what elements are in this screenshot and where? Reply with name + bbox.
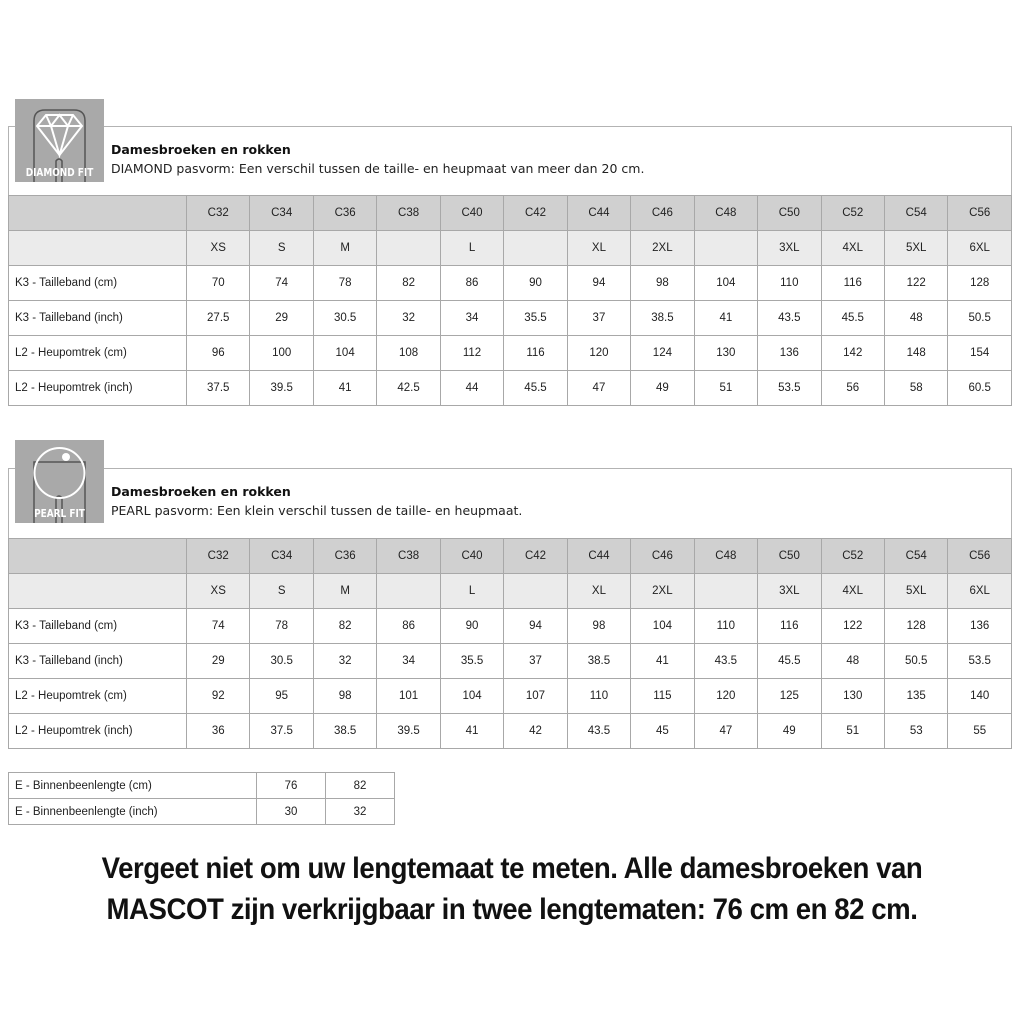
table-cell: 49 xyxy=(631,371,694,406)
inseam-table xyxy=(8,772,395,825)
table-cell: 41 xyxy=(694,301,757,336)
table-cell: 98 xyxy=(567,609,630,644)
column-header: C36 xyxy=(313,196,376,231)
table-cell: 47 xyxy=(694,714,757,749)
column-header: C42 xyxy=(504,539,567,574)
letter-size: XS xyxy=(187,231,250,266)
size-code-header-row xyxy=(9,196,1012,231)
table-cell: 45.5 xyxy=(821,301,884,336)
table-cell: 53 xyxy=(884,714,947,749)
letter-size: M xyxy=(313,574,376,609)
table-row xyxy=(9,679,1012,714)
column-header: C52 xyxy=(821,196,884,231)
table-cell: 110 xyxy=(758,266,821,301)
table-row xyxy=(9,714,1012,749)
row-label: E - Binnenbeenlengte (inch) xyxy=(9,799,257,825)
column-header: C38 xyxy=(377,196,440,231)
table-cell: 29 xyxy=(250,301,313,336)
column-header: C40 xyxy=(440,539,503,574)
table-cell: 94 xyxy=(567,266,630,301)
table-cell: 45.5 xyxy=(758,644,821,679)
table-cell: 90 xyxy=(504,266,567,301)
table-cell: 51 xyxy=(694,371,757,406)
table-cell: 136 xyxy=(758,336,821,371)
letter-size: 2XL xyxy=(631,231,694,266)
table-cell: 107 xyxy=(504,679,567,714)
table-cell: 154 xyxy=(948,336,1012,371)
column-header: C32 xyxy=(187,196,250,231)
table-cell: 49 xyxy=(758,714,821,749)
table-cell: 32 xyxy=(377,301,440,336)
table-cell: 37.5 xyxy=(250,714,313,749)
letter-size xyxy=(377,231,440,266)
letter-size: 4XL xyxy=(821,231,884,266)
table-cell: 32 xyxy=(313,644,376,679)
letter-size: L xyxy=(440,231,503,266)
table-cell: 35.5 xyxy=(504,301,567,336)
table-cell: 27.5 xyxy=(187,301,250,336)
table-cell: 42 xyxy=(504,714,567,749)
table-cell: 90 xyxy=(440,609,503,644)
table-cell: 104 xyxy=(694,266,757,301)
table-cell: 78 xyxy=(250,609,313,644)
table-cell: 86 xyxy=(377,609,440,644)
header-label-cell xyxy=(9,539,187,574)
column-header: C36 xyxy=(313,539,376,574)
table-cell: 130 xyxy=(694,336,757,371)
table-cell: 74 xyxy=(250,266,313,301)
table-row xyxy=(9,336,1012,371)
table-cell: 29 xyxy=(187,644,250,679)
table-cell: 43.5 xyxy=(567,714,630,749)
letter-size: M xyxy=(313,231,376,266)
table-cell: 116 xyxy=(821,266,884,301)
table-cell: 39.5 xyxy=(377,714,440,749)
row-label: K3 - Tailleband (cm) xyxy=(9,266,187,301)
table-cell: 44 xyxy=(440,371,503,406)
row-label: K3 - Tailleband (cm) xyxy=(9,609,187,644)
table-row xyxy=(9,644,1012,679)
column-header: C52 xyxy=(821,539,884,574)
table-row xyxy=(9,773,395,799)
table-row xyxy=(9,799,395,825)
table-cell: 92 xyxy=(187,679,250,714)
column-header: C46 xyxy=(631,196,694,231)
table-cell: 35.5 xyxy=(440,644,503,679)
column-header: C42 xyxy=(504,196,567,231)
section-title: Damesbroeken en rokken xyxy=(111,484,291,499)
note-line-2: MASCOT zijn verkrijgbaar in twee lengtematen: 76 cm en 82 cm. xyxy=(106,893,918,926)
table-cell: 98 xyxy=(313,679,376,714)
table-cell: 56 xyxy=(821,371,884,406)
table-cell: 104 xyxy=(313,336,376,371)
column-header: C56 xyxy=(948,196,1012,231)
table-cell: 74 xyxy=(187,609,250,644)
column-header: C38 xyxy=(377,539,440,574)
table-cell: 50.5 xyxy=(948,301,1012,336)
letter-size: S xyxy=(250,231,313,266)
column-header: C34 xyxy=(250,539,313,574)
table-cell: 82 xyxy=(377,266,440,301)
table-row xyxy=(9,609,1012,644)
table-cell: 136 xyxy=(948,609,1012,644)
table-cell: 110 xyxy=(567,679,630,714)
table-cell: 30.5 xyxy=(313,301,376,336)
pearl-fit-badge xyxy=(15,440,104,523)
section-description: PEARL pasvorm: Een klein verschil tussen de taille- en heupmaat. xyxy=(111,503,523,518)
letter-size: XL xyxy=(567,231,630,266)
table-cell: 128 xyxy=(884,609,947,644)
table-cell: 124 xyxy=(631,336,694,371)
row-label: L2 - Heupomtrek (inch) xyxy=(9,371,187,406)
table-cell: 76 xyxy=(257,773,326,799)
letter-size: 6XL xyxy=(948,231,1012,266)
table-cell: 104 xyxy=(440,679,503,714)
diamond-size-table xyxy=(8,195,1012,406)
table-cell: 55 xyxy=(948,714,1012,749)
table-cell: 53.5 xyxy=(758,371,821,406)
letter-size xyxy=(377,574,440,609)
table-cell: 130 xyxy=(821,679,884,714)
column-header: C46 xyxy=(631,539,694,574)
table-cell: 94 xyxy=(504,609,567,644)
table-cell: 120 xyxy=(694,679,757,714)
table-cell: 82 xyxy=(313,609,376,644)
table-cell: 30 xyxy=(257,799,326,825)
table-cell: 30.5 xyxy=(250,644,313,679)
table-cell: 38.5 xyxy=(567,644,630,679)
table-cell: 43.5 xyxy=(758,301,821,336)
table-cell: 47 xyxy=(567,371,630,406)
size-code-header-row xyxy=(9,539,1012,574)
table-row xyxy=(9,301,1012,336)
table-cell: 148 xyxy=(884,336,947,371)
table-cell: 110 xyxy=(694,609,757,644)
letter-size: XL xyxy=(567,574,630,609)
letter-size xyxy=(504,574,567,609)
badge-label: DIAMOND FIT xyxy=(25,167,94,179)
table-cell: 48 xyxy=(821,644,884,679)
table-cell: 78 xyxy=(313,266,376,301)
table-cell: 39.5 xyxy=(250,371,313,406)
badge-label: PEARL FIT xyxy=(34,508,85,520)
table-cell: 34 xyxy=(440,301,503,336)
table-cell: 37.5 xyxy=(187,371,250,406)
header-label-cell xyxy=(9,231,187,266)
letter-size: 6XL xyxy=(948,574,1012,609)
table-cell: 60.5 xyxy=(948,371,1012,406)
row-label: K3 - Tailleband (inch) xyxy=(9,644,187,679)
note-line-1: Vergeet niet om uw lengtemaat te meten. Alle damesbroeken van xyxy=(101,852,923,885)
row-label: L2 - Heupomtrek (cm) xyxy=(9,679,187,714)
column-header: C34 xyxy=(250,196,313,231)
table-cell: 116 xyxy=(504,336,567,371)
column-header: C54 xyxy=(884,539,947,574)
letter-size xyxy=(694,574,757,609)
column-header: C56 xyxy=(948,539,1012,574)
row-label: E - Binnenbeenlengte (cm) xyxy=(9,773,257,799)
column-header: C44 xyxy=(567,196,630,231)
table-row xyxy=(9,266,1012,301)
table-cell: 50.5 xyxy=(884,644,947,679)
column-header: C32 xyxy=(187,539,250,574)
table-cell: 140 xyxy=(948,679,1012,714)
letter-size: 4XL xyxy=(821,574,884,609)
table-cell: 32 xyxy=(326,799,395,825)
table-cell: 135 xyxy=(884,679,947,714)
table-cell: 100 xyxy=(250,336,313,371)
letter-size: 3XL xyxy=(758,231,821,266)
table-cell: 115 xyxy=(631,679,694,714)
column-header: C50 xyxy=(758,539,821,574)
column-header: C54 xyxy=(884,196,947,231)
table-cell: 122 xyxy=(884,266,947,301)
table-cell: 48 xyxy=(884,301,947,336)
table-cell: 96 xyxy=(187,336,250,371)
table-cell: 112 xyxy=(440,336,503,371)
table-cell: 45.5 xyxy=(504,371,567,406)
table-cell: 58 xyxy=(884,371,947,406)
column-header: C48 xyxy=(694,539,757,574)
table-cell: 95 xyxy=(250,679,313,714)
table-cell: 128 xyxy=(948,266,1012,301)
diamond-fit-badge xyxy=(15,99,104,182)
letter-size: 5XL xyxy=(884,231,947,266)
table-cell: 98 xyxy=(631,266,694,301)
table-cell: 108 xyxy=(377,336,440,371)
table-cell: 41 xyxy=(313,371,376,406)
column-header: C40 xyxy=(440,196,503,231)
letter-size xyxy=(504,231,567,266)
table-cell: 37 xyxy=(504,644,567,679)
length-note xyxy=(0,848,1024,930)
table-cell: 70 xyxy=(187,266,250,301)
table-cell: 45 xyxy=(631,714,694,749)
row-label: L2 - Heupomtrek (cm) xyxy=(9,336,187,371)
row-label: K3 - Tailleband (inch) xyxy=(9,301,187,336)
letter-size xyxy=(694,231,757,266)
table-cell: 125 xyxy=(758,679,821,714)
table-cell: 122 xyxy=(821,609,884,644)
letter-size: L xyxy=(440,574,503,609)
table-cell: 116 xyxy=(758,609,821,644)
pearl-size-table xyxy=(8,538,1012,749)
letter-size: 5XL xyxy=(884,574,947,609)
letter-size: 2XL xyxy=(631,574,694,609)
table-cell: 43.5 xyxy=(694,644,757,679)
table-cell: 101 xyxy=(377,679,440,714)
table-cell: 38.5 xyxy=(313,714,376,749)
table-cell: 38.5 xyxy=(631,301,694,336)
header-label-cell xyxy=(9,196,187,231)
letter-size-row xyxy=(9,231,1012,266)
column-header: C44 xyxy=(567,539,630,574)
table-cell: 142 xyxy=(821,336,884,371)
section-title: Damesbroeken en rokken xyxy=(111,142,291,157)
table-cell: 36 xyxy=(187,714,250,749)
table-cell: 34 xyxy=(377,644,440,679)
column-header: C48 xyxy=(694,196,757,231)
table-cell: 53.5 xyxy=(948,644,1012,679)
header-label-cell xyxy=(9,574,187,609)
table-cell: 82 xyxy=(326,773,395,799)
table-cell: 42.5 xyxy=(377,371,440,406)
table-cell: 86 xyxy=(440,266,503,301)
table-cell: 104 xyxy=(631,609,694,644)
letter-size-row xyxy=(9,574,1012,609)
table-cell: 41 xyxy=(440,714,503,749)
letter-size: S xyxy=(250,574,313,609)
letter-size: 3XL xyxy=(758,574,821,609)
table-cell: 37 xyxy=(567,301,630,336)
table-cell: 41 xyxy=(631,644,694,679)
table-cell: 120 xyxy=(567,336,630,371)
row-label: L2 - Heupomtrek (inch) xyxy=(9,714,187,749)
letter-size: XS xyxy=(187,574,250,609)
section-description: DIAMOND pasvorm: Een verschil tussen de taille- en heupmaat van meer dan 20 cm. xyxy=(111,161,645,176)
column-header: C50 xyxy=(758,196,821,231)
table-row xyxy=(9,371,1012,406)
table-cell: 51 xyxy=(821,714,884,749)
